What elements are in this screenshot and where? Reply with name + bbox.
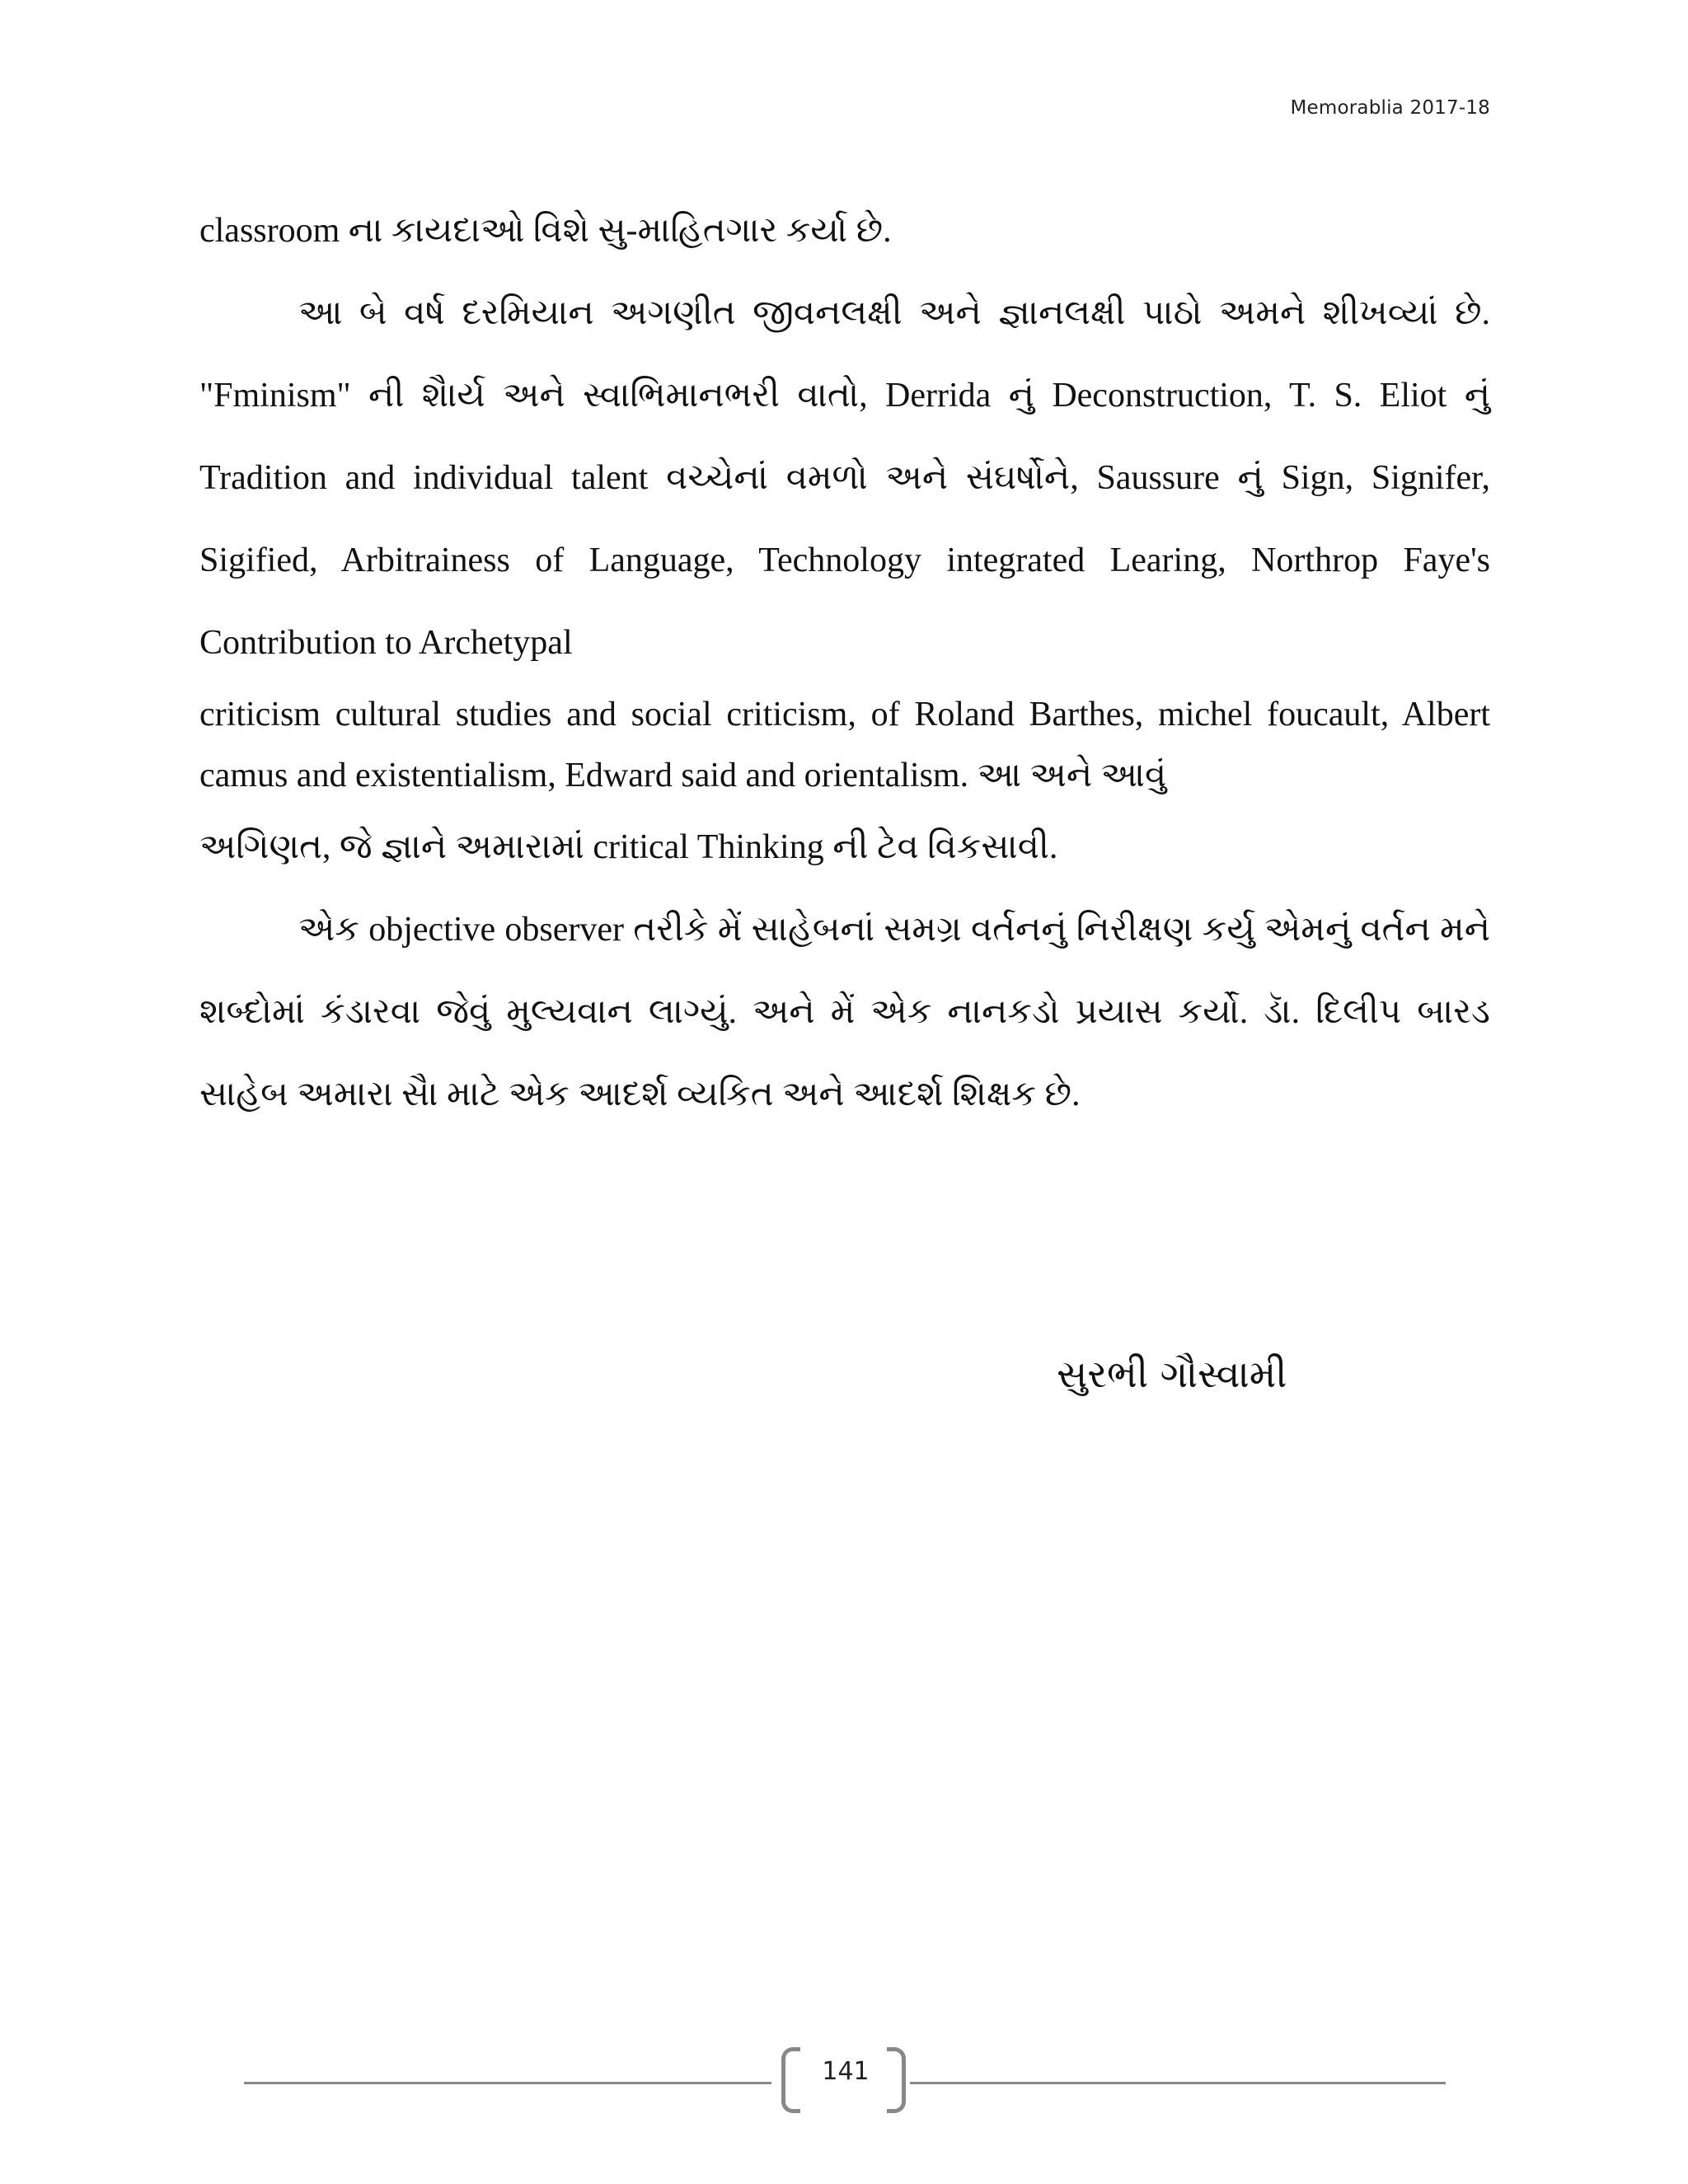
footer-rule-left [244,2082,771,2084]
paragraph-syllabus-continued: criticism cultural studies and social criticism, of Roland Barthes, michel foucault, Albert camus and existentialism, Edward said and orientalism. આ અને આવું [199,696,1490,794]
paragraph-observer: એક objective observer તરીકે મેં સાહેબનાં સમગ્ર વર્તનનું નિરીક્ષણ કર્યુ એમનું વર્તન મને શબ્દોમાં કંડારવા જેવું મુલ્યવાન લાગ્યું. અને મેં એક નાનકડો પ્રયાસ કર્યો. ડાૅ. દિલીપ બારડ સાહેબ અમારા સૈા માટે એક આદર્શ વ્યકિત અને આદર્શ શિક્ષક છે. [199,911,1490,1113]
page-number: 141 [822,2057,870,2086]
author-signature: સુરભી ગૌસ્વામી [1057,1352,1287,1396]
right-brace-icon [887,2047,906,2113]
paragraph-syllabus: આ બે વર્ષ દરમિયાન અગણીત જીવનલક્ષી અને જ્ઞાનલક્ષી પાઠો અમને શીખવ્યાં છે. "Fminism" ની શૈાર્ય અને સ્વાભિમાનભરી વાતો, Derrida નું Deconstruction, T. S. Eliot નું Tradition and individual talent વચ્ચેનાં વમળો અને સંઘર્ષોને, Saussure નું Sign, Signifer, Sigified, Arbitrainess of Language, Technology integrated Learing, Northrop Faye's Contribution to Archetypal [199,294,1490,662]
page-footer [244,2044,1446,2118]
paragraph-continuation: classroom ના કાયદાઓ વિશે સુ-માહિતગાર કર્યા છે. [199,212,892,250]
paragraph-syllabus-end: અગિણત, જે જ્ઞાને અમારામાં critical Thinking ની ટેવ વિકસાવી. [199,828,1058,866]
footer-rule-right [910,2082,1446,2084]
left-brace-icon [781,2047,800,2113]
page-header-title: Memorablia 2017-18 [1290,97,1490,119]
body-text [199,190,1490,1136]
